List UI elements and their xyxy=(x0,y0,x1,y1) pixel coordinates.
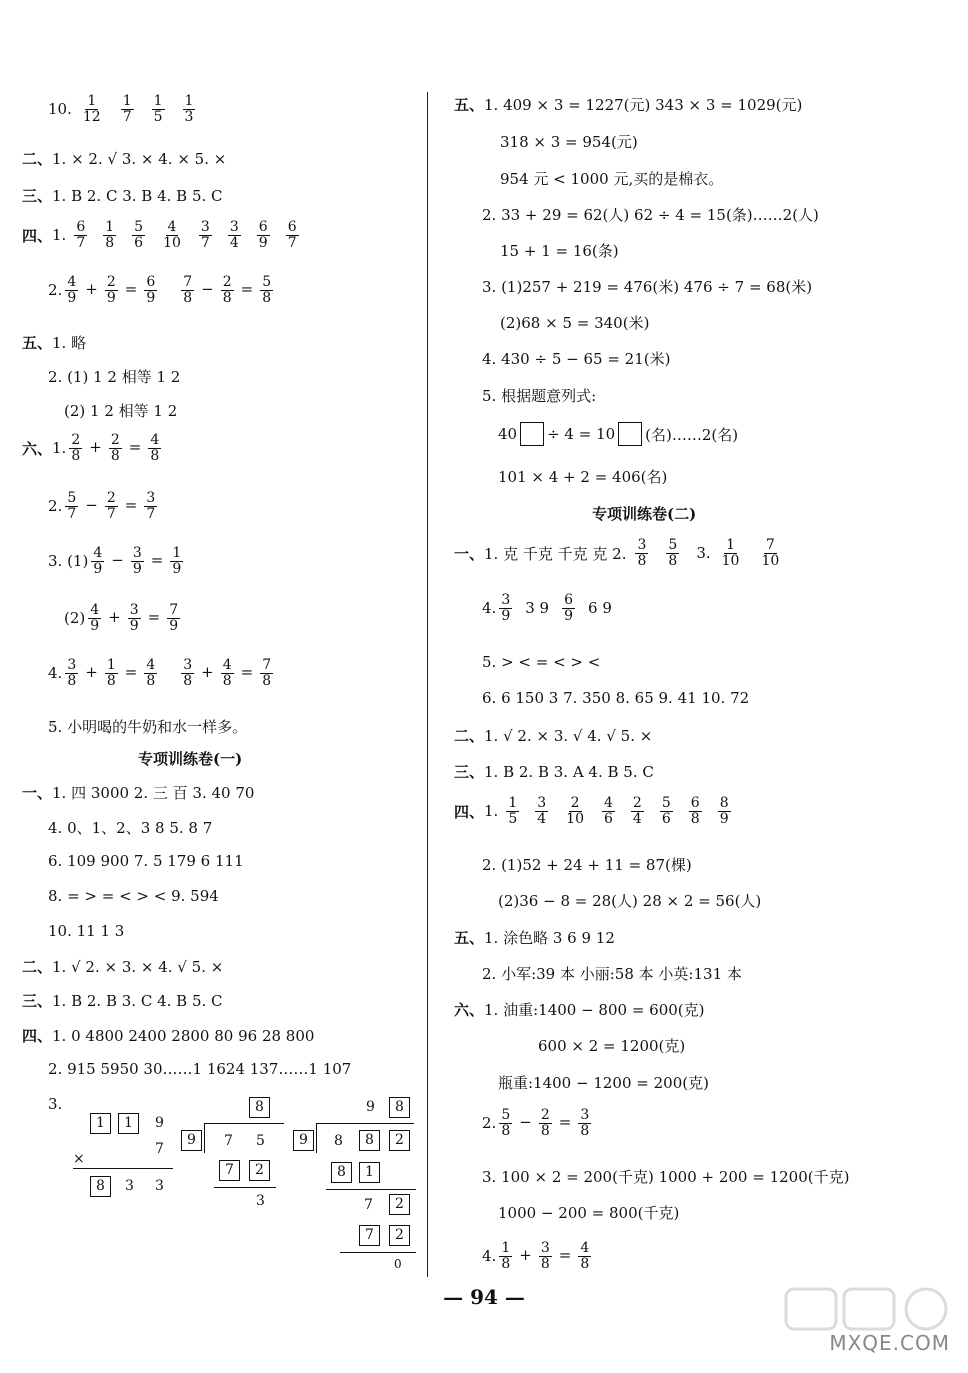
fraction xyxy=(144,491,157,521)
fraction xyxy=(535,796,548,826)
numerator: 5 xyxy=(501,1107,511,1123)
operator: = xyxy=(240,280,254,299)
denominator: 8 xyxy=(67,672,77,689)
denominator: 7 xyxy=(67,505,77,522)
denominator: 8 xyxy=(222,289,232,306)
digit: 9 xyxy=(366,1099,375,1115)
fraction xyxy=(167,603,180,633)
denominator: 7 xyxy=(122,108,132,125)
left-s6-1: 六、 1. $\frac{2}{8}$ + $\frac{2}{8}$ = $\frac{4}{8}$ xyxy=(22,432,160,464)
fraction xyxy=(228,220,241,250)
right-r5-2b: 15 + 1 = 16(条) xyxy=(500,242,619,260)
fraction xyxy=(128,603,141,633)
fraction xyxy=(65,491,78,521)
denominator: 8 xyxy=(183,672,193,689)
left-t1-8: 8. = > = < > < 9. 594 xyxy=(48,887,219,905)
numerator: 4 xyxy=(90,602,100,618)
right-u4-1: 四、 1. $\frac{1}{5}$ $\frac{3}{4}$ $\frac{2}{10}$ $\frac{4}{6}$ $\frac{2}{4}$ $\frac{5}{6}$ $\frac{6}{8}$ $\frac{8}{9}$ xyxy=(454,795,729,827)
right-u6-1c: 瓶重:1400 − 1200 = 200(克) xyxy=(498,1074,709,1092)
digit-box: 7 xyxy=(359,1225,380,1246)
numerator: 3 xyxy=(501,592,511,608)
digit-box: 8 xyxy=(359,1130,380,1151)
right-r5-1b: 318 × 3 = 954(元) xyxy=(500,133,638,151)
fraction xyxy=(506,796,519,826)
numerator: 6 xyxy=(258,219,268,235)
denominator: 9 xyxy=(169,617,179,634)
denominator: 8 xyxy=(690,810,700,827)
right-r5-5b: 40 ÷ 4 = 10 (名)……2(名) xyxy=(498,422,738,446)
fraction xyxy=(183,94,196,124)
right-u3: 三、 1. B 2. B 3. A 4. B 5. C xyxy=(454,762,654,781)
denominator: 7 xyxy=(200,234,210,251)
numerator: 3 xyxy=(132,545,142,561)
vertical-division-2 xyxy=(290,1095,420,1275)
fraction xyxy=(602,796,615,826)
digit-box: 2 xyxy=(249,1160,270,1181)
denominator: 4 xyxy=(229,234,239,251)
operator: + xyxy=(108,608,121,627)
numerator: 3 xyxy=(129,602,139,618)
fraction xyxy=(499,1241,512,1271)
section-title-1: 专项训练卷(一) xyxy=(138,750,243,768)
digit-box: 9 xyxy=(293,1130,314,1151)
numerator: 3 xyxy=(537,795,547,811)
right-r5-5: 5. 根据题意列式: xyxy=(482,387,597,405)
denominator: 8 xyxy=(146,672,156,689)
fraction xyxy=(660,796,673,826)
fraction xyxy=(148,433,161,463)
operator: − xyxy=(111,551,124,570)
numerator: 4 xyxy=(150,432,160,448)
right-u1-6: 6. 6 150 3 7. 350 8. 65 9. 41 10. 72 xyxy=(482,689,750,707)
right-r5-1c: 954 元 < 1000 元,买的是棉衣。 xyxy=(500,170,724,188)
fraction xyxy=(666,538,679,568)
digit-box: 8 xyxy=(331,1162,352,1183)
fraction xyxy=(181,658,194,688)
left-s4-1: 四、 1. $\frac{6}{7}$ $\frac{1}{8}$ $\frac{5}{6}$ $\frac{4}{10}$ $\frac{3}{7}$ $\frac{3}{4}$ $\frac{6}{9}$ $\frac{6}{7}$ xyxy=(22,219,297,251)
vertical-multiplication xyxy=(73,1110,183,1210)
fraction xyxy=(499,1108,512,1138)
numerator: 5 xyxy=(134,219,144,235)
digit: 0 xyxy=(394,1257,402,1271)
denominator: 7 xyxy=(287,234,297,251)
denominator: 10 xyxy=(761,552,780,569)
fraction xyxy=(152,94,165,124)
digit-box: 8 xyxy=(389,1097,410,1118)
column-divider xyxy=(427,92,428,1277)
digit: 3 xyxy=(256,1193,265,1209)
fraction xyxy=(132,220,145,250)
denominator: 8 xyxy=(501,1255,511,1272)
numerator: 4 xyxy=(146,657,156,673)
operator: = xyxy=(128,438,142,457)
right-r5-4: 4. 430 ÷ 5 − 65 = 21(米) xyxy=(482,350,671,368)
right-u6-1b: 600 × 2 = 1200(克) xyxy=(538,1037,686,1055)
right-u2: 二、 1. √ 2. × 3. √ 4. √ 5. × xyxy=(454,726,653,745)
numerator: 2 xyxy=(632,795,642,811)
numerator: 2 xyxy=(71,432,81,448)
numerator: 2 xyxy=(570,795,580,811)
left-s5-2b: (2) 1 2 相等 1 2 xyxy=(64,402,178,420)
fraction xyxy=(91,546,104,576)
fraction xyxy=(88,603,101,633)
numerator: 1 xyxy=(501,1240,511,1256)
left-s6-3b: (2) $\frac{4}{9}$ + $\frac{3}{9}$ = $\frac{7}{9}$ xyxy=(64,602,179,634)
fraction xyxy=(759,538,781,568)
digit-box: 7 xyxy=(219,1160,240,1181)
fraction xyxy=(564,796,586,826)
left-q10: 10. $\frac{1}{12}$ $\frac{1}{7}$ $\frac{1}{5}$ $\frac{1}{3}$ xyxy=(48,93,194,125)
numerator: 4 xyxy=(222,657,232,673)
numerator: 1 xyxy=(106,657,116,673)
right-u6-1: 六、 1. 油重:1400 − 800 = 600(克) xyxy=(454,1001,705,1019)
numerator: 1 xyxy=(172,545,182,561)
numerator: 1 xyxy=(105,219,115,235)
fraction xyxy=(257,220,270,250)
denominator: 9 xyxy=(172,560,182,577)
right-u4-2b: (2)36 − 8 = 28(人) 28 × 2 = 56(人) xyxy=(498,892,762,910)
fraction xyxy=(105,491,118,521)
numerator: 1 xyxy=(726,537,736,553)
operator: − xyxy=(201,280,214,299)
watermark-text: MXQE.COM xyxy=(829,1331,950,1355)
denominator: 8 xyxy=(580,1122,590,1139)
left-s6-3a: 3. (1) $\frac{4}{9}$ − $\frac{3}{9}$ = $\frac{1}{9}$ xyxy=(48,545,182,577)
numerator: 6 xyxy=(564,592,574,608)
denominator: 8 xyxy=(540,1122,550,1139)
fraction xyxy=(103,220,116,250)
denominator: 8 xyxy=(262,289,272,306)
numerator: 5 xyxy=(668,537,678,553)
denominator: 6 xyxy=(134,234,144,251)
fraction xyxy=(109,433,122,463)
denominator: 7 xyxy=(146,505,156,522)
operator: + xyxy=(201,663,214,682)
operator: = xyxy=(558,1113,572,1132)
times-sign: × xyxy=(73,1151,85,1167)
denominator: 8 xyxy=(580,1255,590,1272)
right-u5-2: 2. 小军:39 本 小丽:58 本 小英:131 本 xyxy=(482,965,742,983)
denominator: 3 xyxy=(184,108,194,125)
numerator: 2 xyxy=(106,490,116,506)
denominator: 12 xyxy=(82,108,101,125)
fraction xyxy=(144,275,157,305)
fraction xyxy=(260,275,273,305)
right-u5-1: 五、 1. 涂色略 3 6 9 12 xyxy=(454,929,615,947)
left-s4-2: 2. $\frac{4}{9}$ + $\frac{2}{9}$ = $\frac{6}{9}$ $\frac{7}{8}$ − $\frac{2}{8}$ = $\frac{5}{8}$ xyxy=(48,274,272,306)
numerator: 4 xyxy=(604,795,613,811)
denominator: 8 xyxy=(668,552,678,569)
digit-box: 9 xyxy=(181,1130,202,1151)
numerator: 3 xyxy=(540,1240,550,1256)
digit-box: 2 xyxy=(389,1130,410,1151)
numerator: 3 xyxy=(67,657,77,673)
numerator: 4 xyxy=(93,545,103,561)
denominator: 9 xyxy=(93,560,103,577)
denominator: 8 xyxy=(501,1122,511,1139)
left-s2: 二、 1. × 2. √ 3. × 4. × 5. × xyxy=(22,149,227,168)
fraction xyxy=(199,220,212,250)
digit: 5 xyxy=(256,1133,265,1149)
denominator: 7 xyxy=(106,505,116,522)
operator: = xyxy=(558,1246,572,1265)
denominator: 8 xyxy=(150,447,160,464)
numerator: 7 xyxy=(765,537,775,553)
numerator: 1 xyxy=(153,93,163,109)
left-t1-1: 一、 1. 四 3000 2. 三 百 3. 40 70 xyxy=(22,784,255,802)
operator: + xyxy=(85,280,98,299)
left-t4-3: 3. xyxy=(48,1095,63,1113)
digit: 7 xyxy=(364,1197,373,1213)
blank-box xyxy=(520,422,544,446)
numerator: 3 xyxy=(200,219,210,235)
denominator: 9 xyxy=(564,607,574,624)
operator: = xyxy=(124,280,138,299)
fraction xyxy=(170,546,183,576)
denominator: 8 xyxy=(637,552,647,569)
numerator: 6 xyxy=(76,219,86,235)
numerator: 4 xyxy=(167,219,177,235)
fraction xyxy=(181,275,194,305)
right-r5-3a: 3. (1)257 + 219 = 476(米) 476 ÷ 7 = 68(米) xyxy=(482,278,813,296)
right-u1-1: 一、 1. 克 千克 千克 克 2. $\frac{3}{8}$ $\frac{5}{8}$ 3. $\frac{1}{10}$ $\frac{7}{10}$ xyxy=(454,537,780,569)
fraction xyxy=(578,1108,591,1138)
operator: = xyxy=(124,663,138,682)
numerator: 4 xyxy=(67,274,77,290)
denominator: 7 xyxy=(76,234,86,251)
denominator: 9 xyxy=(106,289,116,306)
numerator: 1 xyxy=(122,93,132,109)
page-number: — 94 — xyxy=(443,1285,525,1309)
denominator: 10 xyxy=(566,810,584,827)
right-r5-1a: 五、 1. 409 × 3 = 1227(元) 343 × 3 = 1029(元) xyxy=(454,96,803,114)
denominator: 8 xyxy=(105,234,115,251)
numerator: 3 xyxy=(637,537,647,553)
right-u6-3a: 3. 100 × 2 = 200(千克) 1000 + 200 = 1200(千克) xyxy=(482,1168,850,1186)
denominator: 9 xyxy=(501,607,511,624)
fraction xyxy=(69,433,82,463)
operator: + xyxy=(519,1246,532,1265)
numerator: 3 xyxy=(183,657,193,673)
operator: + xyxy=(85,663,98,682)
right-u6-4: 4. $\frac{1}{8}$ + $\frac{3}{8}$ = $\frac{4}{8}$ xyxy=(482,1240,590,1272)
digit: 7 xyxy=(155,1141,164,1157)
denominator: 9 xyxy=(67,289,77,306)
numerator: 4 xyxy=(580,1240,590,1256)
left-t2: 二、 1. √ 2. × 3. × 4. √ 5. × xyxy=(22,957,224,976)
operator: − xyxy=(519,1113,532,1132)
numerator: 7 xyxy=(262,657,272,673)
fraction xyxy=(539,1241,552,1271)
numerator: 6 xyxy=(690,795,700,811)
operator: = xyxy=(147,608,161,627)
denominator: 8 xyxy=(262,672,272,689)
numerator: 3 xyxy=(580,1107,590,1123)
digit: 3 xyxy=(125,1178,134,1194)
digit: 8 xyxy=(334,1133,343,1149)
numerator: 3 xyxy=(229,219,239,235)
numerator: 2 xyxy=(106,274,116,290)
right-r5-5c: 101 × 4 + 2 = 406(名) xyxy=(498,468,668,486)
digit-box: 1 xyxy=(90,1113,111,1134)
denominator: 6 xyxy=(661,810,671,827)
fraction xyxy=(81,94,103,124)
left-s6-5: 5. 小明喝的牛奶和水一样多。 xyxy=(48,718,248,736)
denominator: 9 xyxy=(146,289,156,306)
numerator: 7 xyxy=(169,602,179,618)
numerator: 2 xyxy=(222,274,232,290)
digit-box: 2 xyxy=(389,1225,410,1246)
denominator: 8 xyxy=(183,289,193,306)
numerator: 5 xyxy=(67,490,77,506)
numerator: 6 xyxy=(146,274,156,290)
right-u4-2a: 2. (1)52 + 24 + 11 = 87(棵) xyxy=(482,856,692,874)
fraction xyxy=(144,658,157,688)
fraction xyxy=(499,593,512,623)
numerator: 6 xyxy=(287,219,297,235)
left-t4-2: 2. 915 5950 30……1 1624 137……1 107 xyxy=(48,1060,352,1078)
digit-box: 8 xyxy=(249,1097,270,1118)
left-s3: 三、 1. B 2. C 3. B 4. B 5. C xyxy=(22,186,223,205)
digit: 3 xyxy=(155,1178,164,1194)
operator: = xyxy=(150,551,164,570)
fraction xyxy=(635,538,648,568)
denominator: 5 xyxy=(153,108,163,125)
left-s5-2a: 2. (1) 1 2 相等 1 2 xyxy=(48,368,181,386)
numerator: 1 xyxy=(508,795,518,811)
right-r5-3b: (2)68 × 5 = 340(米) xyxy=(500,314,650,332)
fraction xyxy=(221,658,234,688)
denominator: 9 xyxy=(719,810,729,827)
fraction xyxy=(562,593,575,623)
operator: − xyxy=(85,496,98,515)
fraction xyxy=(539,1108,552,1138)
fraction xyxy=(720,538,742,568)
digit-box: 2 xyxy=(389,1194,410,1215)
right-u6-2: 2. $\frac{5}{8}$ − $\frac{2}{8}$ = $\frac{3}{8}$ xyxy=(482,1107,590,1139)
fraction xyxy=(221,275,234,305)
denominator: 9 xyxy=(258,234,268,251)
left-s6-2: 2. $\frac{5}{7}$ − $\frac{2}{7}$ = $\frac{3}{7}$ xyxy=(48,490,156,522)
operator: = xyxy=(240,663,254,682)
denominator: 6 xyxy=(604,810,613,827)
fraction xyxy=(65,275,78,305)
digit-box: 1 xyxy=(118,1113,139,1134)
blank-box xyxy=(618,422,642,446)
fraction xyxy=(65,658,78,688)
digit-box: 8 xyxy=(90,1176,111,1197)
numerator: 1 xyxy=(184,93,194,109)
fraction xyxy=(631,796,644,826)
numerator: 5 xyxy=(661,795,671,811)
denominator: 10 xyxy=(163,234,181,251)
fraction xyxy=(105,658,118,688)
denominator: 9 xyxy=(129,617,139,634)
left-t4-1: 四、 1. 0 4800 2400 2800 80 96 28 800 xyxy=(22,1026,315,1045)
left-s5-1: 五、 1. 略 xyxy=(22,334,87,352)
numerator: 7 xyxy=(183,274,193,290)
denominator: 9 xyxy=(132,560,142,577)
right-r5-2a: 2. 33 + 29 = 62(人) 62 ÷ 4 = 15(条)……2(人) xyxy=(482,206,819,224)
right-u1-5: 5. > < = < > < xyxy=(482,653,601,671)
digit: 9 xyxy=(155,1115,164,1131)
operator: + xyxy=(89,438,102,457)
right-u6-3b: 1000 − 200 = 800(千克) xyxy=(498,1204,680,1222)
right-u1-4: 4. $\frac{3}{9}$ 3 9 $\frac{6}{9}$ 6 9 xyxy=(482,592,612,624)
denominator: 10 xyxy=(721,552,740,569)
numerator: 1 xyxy=(87,93,97,109)
denominator: 4 xyxy=(537,810,547,827)
denominator: 8 xyxy=(106,672,116,689)
fraction xyxy=(578,1241,591,1271)
denominator: 4 xyxy=(632,810,642,827)
vertical-division-1 xyxy=(180,1095,290,1215)
fraction xyxy=(121,94,134,124)
fraction xyxy=(74,220,87,250)
left-t1-6: 6. 109 900 7. 5 179 6 111 xyxy=(48,852,244,870)
left-t1-4: 4. 0、1、2、3 8 5. 8 7 xyxy=(48,819,213,837)
numerator: 8 xyxy=(719,795,729,811)
denominator: 5 xyxy=(508,810,518,827)
left-t1-10: 10. 11 1 3 xyxy=(48,922,125,940)
numerator: 2 xyxy=(110,432,120,448)
numerator: 5 xyxy=(262,274,272,290)
denominator: 8 xyxy=(110,447,120,464)
denominator: 8 xyxy=(540,1255,550,1272)
numerator: 3 xyxy=(146,490,156,506)
fraction xyxy=(161,220,183,250)
fraction xyxy=(286,220,299,250)
numerator: 2 xyxy=(540,1107,550,1123)
fraction xyxy=(105,275,118,305)
fraction xyxy=(689,796,702,826)
fraction xyxy=(260,658,273,688)
fraction xyxy=(131,546,144,576)
operator: = xyxy=(124,496,138,515)
section-title-2: 专项训练卷(二) xyxy=(592,505,697,523)
digit: 7 xyxy=(224,1133,233,1149)
denominator: 9 xyxy=(90,617,100,634)
digit-box: 1 xyxy=(359,1162,380,1183)
fraction xyxy=(718,796,731,826)
denominator: 8 xyxy=(71,447,81,464)
left-s6-4: 4. $\frac{3}{8}$ + $\frac{1}{8}$ = $\frac{4}{8}$ $\frac{3}{8}$ + $\frac{4}{8}$ = $\frac{7}{8}$ xyxy=(48,657,272,689)
denominator: 8 xyxy=(222,672,232,689)
left-t3: 三、 1. B 2. B 3. C 4. B 5. C xyxy=(22,991,223,1010)
